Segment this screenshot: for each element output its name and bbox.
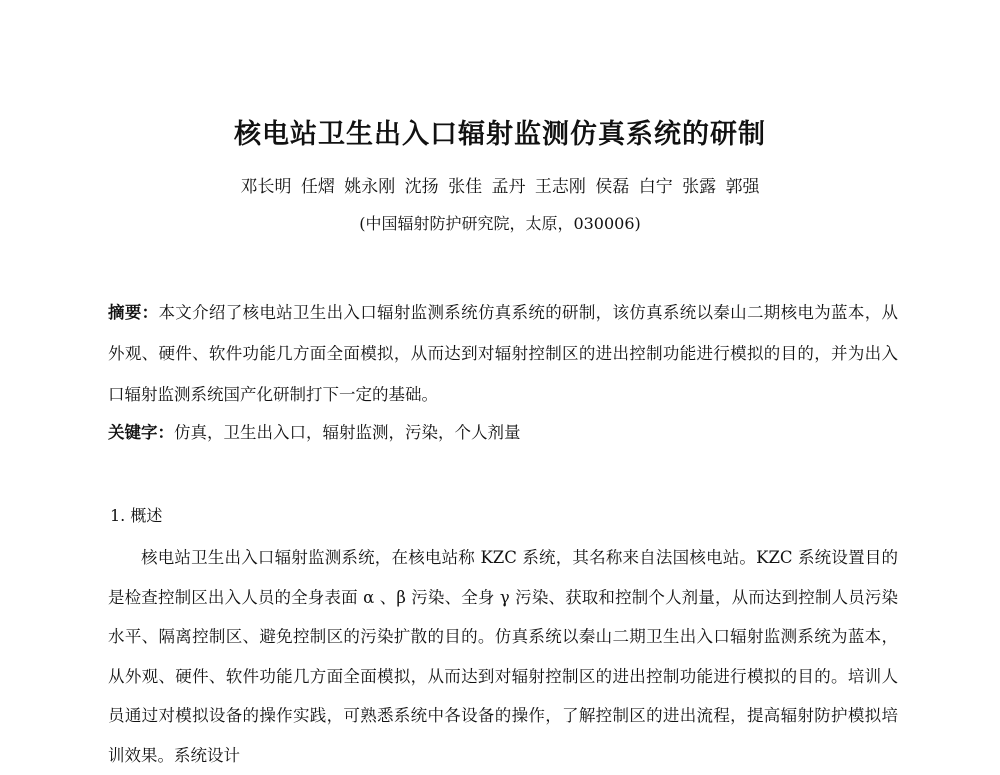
- abstract-text: 本文介绍了核电站卫生出入口辐射监测系统仿真系统的研制，该仿真系统以秦山二期核电为蓝本，从外观、硬件、软件功能几方面全面模拟，从而达到对辐射控制区的进出控制功能进行模拟的目的，并为出入口辐射监测系统国产化研制打下一定的基础。: [108, 303, 899, 404]
- abstract-label: 摘要：: [108, 303, 159, 322]
- abstract: [108, 292, 898, 415]
- keywords-text: 仿真，卫生出入口，辐射监测，污染，个人剂量: [174, 423, 521, 442]
- keywords-label: 关键字：: [108, 423, 174, 442]
- section-heading: 1. 概述: [110, 506, 163, 525]
- author-list: 邓长明 任熠 姚永刚 沈扬 张佳 孟丹 王志刚 侯磊 白宁 张露 郭强: [240, 177, 760, 197]
- section-body: 核电站卫生出入口辐射监测系统，在核电站称 KZC 系统，其名称来自法国核电站。KZC 系统设置目的是检查控制区出入人员的全身表面 α 、β 污染、全身 γ 污染、获取和控制个人剂量，从而达到控制人员污染水平、隔离控制区、避免控制区的污染扩散的目的。仿真系统以秦山二期卫生出入口辐射监测系统为蓝本，从外观、硬件、软件功能几方面全面模拟，从而达到对辐射控制区的进出控制功能进行模拟的目的。培训人员通过对模拟设备的操作实践，可熟悉系统中各设备的操作，了解控制区的进出流程，提高辐射防护模拟培训效果。系统设计: [108, 548, 898, 765]
- keywords: [108, 419, 898, 443]
- affiliation: (中国辐射防护研究院，太原，030006): [359, 214, 641, 233]
- paper-title: 核电站卫生出入口辐射监测仿真系统的研制: [234, 119, 766, 150]
